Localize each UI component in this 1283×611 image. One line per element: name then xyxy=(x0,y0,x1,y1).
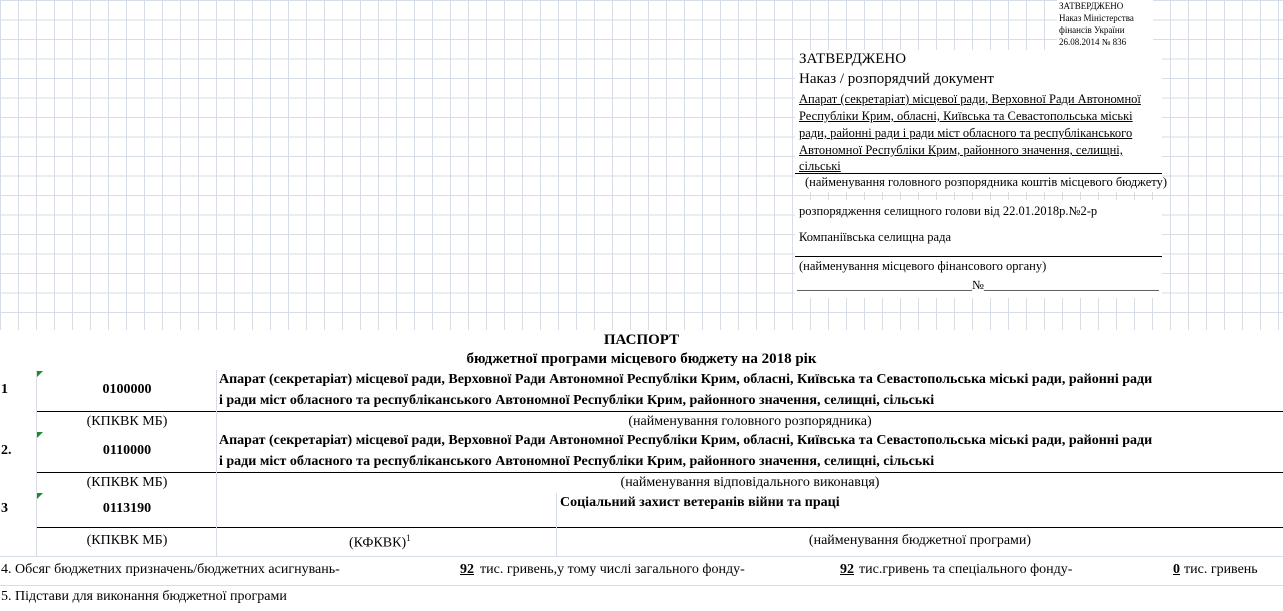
passport-title: ПАСПОРТ xyxy=(603,332,680,348)
volume-text-special: тис.гривень та спеціального фонду- xyxy=(859,562,1073,577)
row-number: 3 xyxy=(1,501,8,516)
kpkvk-code: 0110000 xyxy=(102,443,152,458)
kfkvk-footnote-mark: 1 xyxy=(406,533,411,543)
program-name-caption: (найменування бюджетної програми) xyxy=(808,533,1032,548)
ministry-approval-line2: фінансів України xyxy=(1059,25,1125,35)
chief-manager-line: сільські xyxy=(799,159,841,173)
volume-special-fund: 0 xyxy=(1173,562,1180,577)
ministry-approval-date: 26.08.2014 № 836 xyxy=(1059,37,1127,47)
volume-total: 92 xyxy=(460,562,474,577)
volume-text-general: тис. гривень,у тому числі загального фонду- xyxy=(480,562,745,577)
executor-name-line: Апарат (секретаріат) місцевої ради, Верховної Ради Автономної Республіки Крим, обласні, Київська та Севастопольська міські ради, районні ради xyxy=(219,433,1153,448)
volume-general-fund: 92 xyxy=(840,562,854,577)
code-caption: (КПКВК МБ) xyxy=(86,414,168,429)
volume-label: 4. Обсяг бюджетних призначень/бюджетних асигнувань- xyxy=(1,562,340,577)
name-caption: (найменування головного розпорядника) xyxy=(628,414,872,429)
volume-text-end: тис. гривень xyxy=(1184,562,1258,577)
chief-manager-line: Автономної Республіки Крим, районного значення, селищні, xyxy=(799,143,1123,157)
chief-manager-name-line: і ради міст обласного та республіканського Автономної Республіки Крим, районного значення, селищні, сільські xyxy=(219,393,935,408)
kfkvk-caption-text: (КФКВК) xyxy=(349,535,407,551)
section-5-heading: 5. Підстави для виконання бюджетної програми xyxy=(1,589,287,604)
finance-body-name: Компаніївська селищна рада xyxy=(799,230,952,244)
chief-manager-caption: (найменування головного розпорядника коштів місцевого бюджету) xyxy=(805,175,1167,189)
finance-body-caption: (найменування місцевого фінансового органу) xyxy=(799,259,1047,273)
executor-name-line: і ради міст обласного та республіканського Автономної Республіки Крим, районного значення, селищні, сільські xyxy=(219,454,935,469)
approval-title: ЗАТВЕРДЖЕНО xyxy=(799,51,907,67)
number-line: ____________________________№____________________________ xyxy=(797,278,1159,292)
chief-manager-line: Республіки Крим, обласні, Київська та Севастопольська міські xyxy=(799,109,1133,123)
order-reference: розпорядження селищного голови від 22.01.2018р.№2-р xyxy=(799,204,1098,218)
row-number: 2. xyxy=(1,443,12,458)
ministry-approval-title: ЗАТВЕРДЖЕНО xyxy=(1059,1,1124,11)
kfkvk-caption xyxy=(349,533,411,552)
approval-doc-type: Наказ / розпорядчий документ xyxy=(799,71,994,87)
ministry-approval-line1: Наказ Міністерства xyxy=(1059,13,1134,23)
name-caption: (найменування відповідального виконавця) xyxy=(620,475,880,490)
row-number: 1 xyxy=(1,382,8,397)
program-name: Соціальний захист ветеранів війни та праці xyxy=(560,495,840,510)
kpkvk-code: 0113190 xyxy=(102,501,152,516)
chief-manager-name-line: Апарат (секретаріат) місцевої ради, Верховної Ради Автономної Республіки Крим, обласні, Київська та Севастопольська міські ради, районні ради xyxy=(219,372,1153,387)
kpkvk-code: 0100000 xyxy=(102,382,152,397)
chief-manager-line: ради, районні ради і ради міст обласного та республіканського xyxy=(799,126,1133,140)
chief-manager-line: Апарат (секретаріат) місцевої ради, Верховної Ради Автономної xyxy=(799,92,1141,106)
passport-subtitle: бюджетної програми місцевого бюджету на 2018 рік xyxy=(466,351,817,367)
code-caption: (КПКВК МБ) xyxy=(86,475,168,490)
code-caption: (КПКВК МБ) xyxy=(86,533,168,548)
